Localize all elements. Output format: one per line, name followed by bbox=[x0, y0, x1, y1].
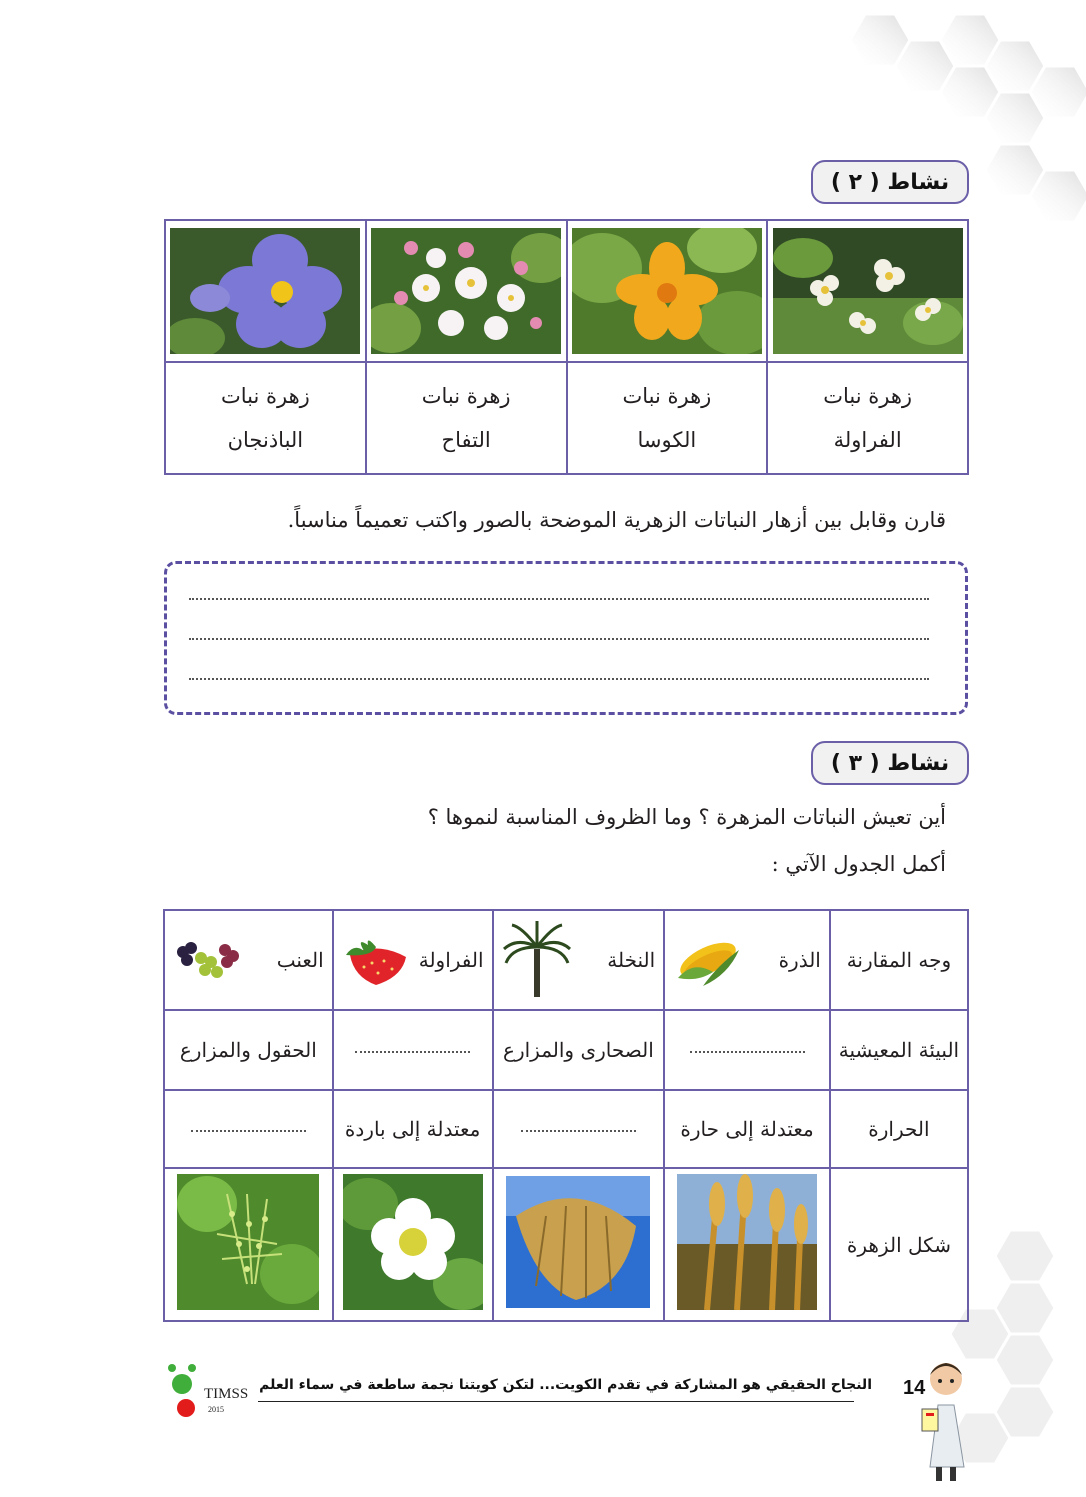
plant-name: النخلة bbox=[607, 948, 656, 972]
activity-3-instruction: أكمل الجدول الآتي : bbox=[771, 852, 946, 876]
plant-name: الذرة bbox=[778, 948, 821, 972]
flower-comparison-table bbox=[164, 219, 969, 475]
palm-tree-icon bbox=[502, 919, 572, 1001]
flower-caption-apple bbox=[366, 362, 567, 474]
plant-header-corn bbox=[664, 910, 830, 1010]
temp-palm-blank[interactable] bbox=[493, 1090, 665, 1168]
plant-header-grapes bbox=[164, 910, 333, 1010]
flower-photo-cell bbox=[567, 220, 768, 362]
flower-photo-cell bbox=[767, 220, 968, 362]
flower-shape-palm bbox=[493, 1168, 665, 1321]
answer-line[interactable] bbox=[189, 638, 929, 640]
zucchini-flower-photo bbox=[572, 228, 762, 354]
activity-2-label-text: نشاط ( ٢ ) bbox=[830, 169, 950, 195]
row-label-flower-shape: شكل الزهرة bbox=[830, 1168, 968, 1321]
flower-caption-eggplant bbox=[165, 362, 366, 474]
env-corn-blank[interactable] bbox=[664, 1010, 830, 1090]
apple-blossom-photo bbox=[371, 228, 561, 354]
flower-shape-corn bbox=[664, 1168, 830, 1321]
answer-line[interactable] bbox=[189, 598, 929, 600]
header-label-cell bbox=[830, 910, 968, 1010]
caption-line-1: زهرة نبات bbox=[823, 384, 913, 408]
corn-flower-photo bbox=[677, 1174, 817, 1310]
grape-flower-photo bbox=[177, 1174, 319, 1310]
caption-line-1: زهرة نبات bbox=[220, 384, 310, 408]
timss-logo-year: 2015 bbox=[208, 1405, 224, 1414]
env-grapes: الحقول والمزارع bbox=[164, 1010, 333, 1090]
caption-line-2: الباذنجان bbox=[227, 428, 304, 452]
palm-flower-photo bbox=[506, 1176, 650, 1308]
answer-box[interactable] bbox=[164, 561, 968, 715]
footer-slogan: النجاح الحقيقي هو المشاركة في تقدم الكويت... لتكن كويتنا نجمة ساطعة في سماء العلم bbox=[259, 1377, 872, 1393]
plant-name: الفراولة bbox=[418, 948, 484, 972]
caption-line-2: الفراولة bbox=[833, 428, 902, 452]
caption-line-1: زهرة نبات bbox=[622, 384, 712, 408]
strawberry-flower-photo bbox=[773, 228, 963, 354]
comparison-aspect-label: وجه المقارنة bbox=[846, 948, 952, 972]
activity-2-label bbox=[811, 160, 969, 204]
page-number: 14 bbox=[903, 1377, 926, 1399]
timss-logo-text: TIMSS bbox=[204, 1386, 249, 1402]
caption-line-1: زهرة نبات bbox=[421, 384, 511, 408]
temp-grapes-blank[interactable] bbox=[164, 1090, 333, 1168]
row-label-environment: البيئة المعيشية bbox=[830, 1010, 968, 1090]
temp-strawberry: معتدلة إلى باردة bbox=[333, 1090, 493, 1168]
strawberry-flower-closeup-photo bbox=[343, 1174, 483, 1310]
activity-3-label bbox=[811, 741, 969, 785]
flower-shape-strawberry bbox=[333, 1168, 493, 1321]
strawberry-icon bbox=[342, 933, 412, 988]
activity-3-question: أين تعيش النباتات المزهرة ؟ وما الظروف المناسبة لنموها ؟ bbox=[427, 805, 946, 829]
corn-icon bbox=[673, 930, 743, 990]
plant-header-strawberry bbox=[333, 910, 493, 1010]
student-mascot-icon bbox=[908, 1357, 974, 1487]
blank-line[interactable] bbox=[355, 1051, 470, 1053]
row-label-temperature: الحرارة bbox=[830, 1090, 968, 1168]
flower-shape-grapes bbox=[164, 1168, 333, 1321]
env-palm: الصحارى والمزارع bbox=[493, 1010, 665, 1090]
caption-line-2: الكوسا bbox=[637, 428, 697, 452]
footer-divider bbox=[258, 1401, 854, 1402]
plant-header-palm bbox=[493, 910, 665, 1010]
plant-name: العنب bbox=[276, 948, 324, 972]
activity-2-instruction: قارن وقابل بين أزهار النباتات الزهرية الموضحة بالصور واكتب تعميماً مناسباً. bbox=[287, 508, 946, 532]
flower-photo-cell bbox=[366, 220, 567, 362]
eggplant-flower-photo bbox=[170, 228, 360, 354]
temp-corn: معتدلة إلى حارة bbox=[664, 1090, 830, 1168]
flower-photo-cell bbox=[165, 220, 366, 362]
plant-conditions-table bbox=[163, 909, 969, 1322]
grapes-icon bbox=[173, 936, 243, 984]
flower-caption-zucchini bbox=[567, 362, 768, 474]
timss-logo bbox=[164, 1362, 204, 1420]
blank-line[interactable] bbox=[690, 1051, 805, 1053]
blank-line[interactable] bbox=[191, 1130, 306, 1132]
flower-caption-strawberry bbox=[767, 362, 968, 474]
blank-line[interactable] bbox=[521, 1130, 636, 1132]
env-strawberry-blank[interactable] bbox=[333, 1010, 493, 1090]
answer-line[interactable] bbox=[189, 678, 929, 680]
caption-line-2: التفاح bbox=[441, 428, 491, 452]
activity-3-label-text: نشاط ( ٣ ) bbox=[830, 750, 950, 776]
